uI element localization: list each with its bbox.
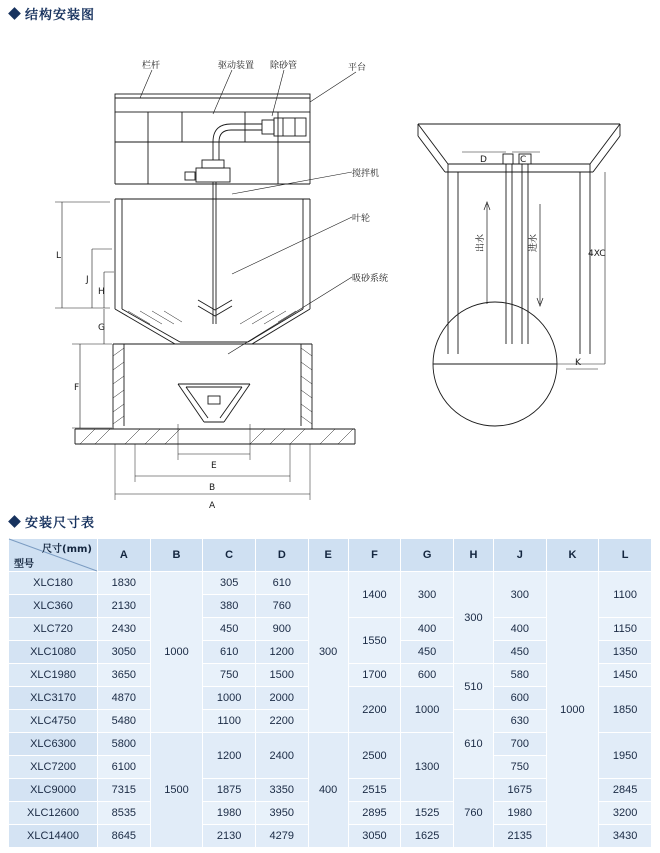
section-title-table — [10, 512, 95, 531]
cell-c: 610 — [203, 641, 256, 664]
cell-h: 300 — [453, 572, 493, 664]
table-row — [9, 572, 652, 595]
callout-railing: 栏杆 — [142, 61, 161, 71]
cell-model: XLC3170 — [9, 687, 98, 710]
cell-model: XLC4750 — [9, 710, 98, 733]
col-header-A: A — [98, 539, 151, 572]
cell-c: 2130 — [203, 825, 256, 848]
col-header-K: K — [546, 539, 599, 572]
cell-model: XLC1980 — [9, 664, 98, 687]
cell-j: 630 — [493, 710, 546, 733]
cell-model: XLC360 — [9, 595, 98, 618]
cell-j: 580 — [493, 664, 546, 687]
cell-f: 1550 — [348, 618, 401, 664]
cell-d: 760 — [255, 595, 308, 618]
cell-f: 2895 — [348, 802, 401, 825]
cell-l: 2845 — [599, 779, 652, 802]
cell-g: 300 — [401, 572, 454, 618]
dim-label-K: K — [575, 358, 581, 368]
cell-g: 1525 — [401, 802, 454, 825]
cell-c: 1100 — [203, 710, 256, 733]
cell-l: 1850 — [599, 687, 652, 733]
col-header-F: F — [348, 539, 401, 572]
diamond-bullet-icon-2 — [8, 515, 21, 528]
cell-f: 1400 — [348, 572, 401, 618]
table-corner-cell — [9, 539, 98, 572]
cell-b: 1000 — [150, 572, 203, 733]
cell-j: 1675 — [493, 779, 546, 802]
cell-g: 1625 — [401, 825, 454, 848]
cell-j: 600 — [493, 687, 546, 710]
dim-label-B: B — [209, 483, 216, 493]
cell-d: 1200 — [255, 641, 308, 664]
cell-a: 2130 — [98, 595, 151, 618]
col-header-L: L — [599, 539, 652, 572]
cell-f: 3050 — [348, 825, 401, 848]
cell-l: 1350 — [599, 641, 652, 664]
cell-c: 1000 — [203, 687, 256, 710]
cell-j: 700 — [493, 733, 546, 756]
callout-platform: 平台 — [348, 63, 367, 73]
col-header-B: B — [150, 539, 203, 572]
dim-label-D: D — [480, 155, 487, 165]
cell-g: 1300 — [401, 733, 454, 802]
col-header-E: E — [308, 539, 348, 572]
cell-c: 750 — [203, 664, 256, 687]
cell-l: 3430 — [599, 825, 652, 848]
cell-model: XLC12600 — [9, 802, 98, 825]
cell-f: 2500 — [348, 733, 401, 779]
section-title-table-label: 安装尺寸表 — [25, 516, 96, 531]
structure-drawing — [0, 24, 660, 511]
col-header-D: D — [255, 539, 308, 572]
dim-label-4xc: 4XC — [588, 249, 606, 259]
cell-model: XLC1080 — [9, 641, 98, 664]
cell-j: 2135 — [493, 825, 546, 848]
dim-label-E: E — [211, 461, 217, 471]
dim-label-A: A — [209, 501, 216, 511]
callout-sand-removal-pipe: 除砂管 — [270, 61, 298, 71]
col-header-G: G — [401, 539, 454, 572]
cell-c: 1875 — [203, 779, 256, 802]
cell-e: 300 — [308, 572, 348, 733]
cell-c: 450 — [203, 618, 256, 641]
cell-h: 760 — [453, 779, 493, 848]
col-header-J: J — [493, 539, 546, 572]
cell-a: 8645 — [98, 825, 151, 848]
callout-sand-suction-system: 吸砂系统 — [352, 274, 389, 284]
cell-model: XLC9000 — [9, 779, 98, 802]
cell-d: 2400 — [255, 733, 308, 779]
corner-label-model: 型号 — [14, 559, 34, 570]
cell-l: 1950 — [599, 733, 652, 779]
cell-model: XLC7200 — [9, 756, 98, 779]
cell-j: 450 — [493, 641, 546, 664]
cell-a: 3650 — [98, 664, 151, 687]
cell-g: 400 — [401, 618, 454, 641]
cell-g: 1000 — [401, 687, 454, 733]
cell-a: 2430 — [98, 618, 151, 641]
cell-l: 1450 — [599, 664, 652, 687]
cell-model: XLC6300 — [9, 733, 98, 756]
cell-b: 1500 — [150, 733, 203, 848]
cell-model: XLC180 — [9, 572, 98, 595]
cell-l: 1100 — [599, 572, 652, 618]
callout-drive-unit: 驱动装置 — [218, 61, 255, 71]
cell-c: 1980 — [203, 802, 256, 825]
cell-e: 400 — [308, 733, 348, 848]
cell-f: 1700 — [348, 664, 401, 687]
dim-label-C: C — [520, 155, 527, 165]
flow-label-outlet: 出水 — [476, 233, 486, 252]
cell-d: 2200 — [255, 710, 308, 733]
cell-d: 3950 — [255, 802, 308, 825]
col-header-H: H — [453, 539, 493, 572]
corner-label-size: 尺寸(mm) — [42, 544, 92, 555]
cell-d: 4279 — [255, 825, 308, 848]
cell-model: XLC14400 — [9, 825, 98, 848]
table-body — [9, 572, 652, 848]
cell-j: 750 — [493, 756, 546, 779]
cell-a: 1830 — [98, 572, 151, 595]
cell-d: 3350 — [255, 779, 308, 802]
cell-f: 2515 — [348, 779, 401, 802]
table-header-row — [9, 539, 652, 572]
dim-label-F: F — [74, 383, 80, 393]
cell-c: 1200 — [203, 733, 256, 779]
cell-a: 3050 — [98, 641, 151, 664]
cell-d: 900 — [255, 618, 308, 641]
cell-a: 5800 — [98, 733, 151, 756]
cell-l: 1150 — [599, 618, 652, 641]
cell-a: 7315 — [98, 779, 151, 802]
cell-c: 380 — [203, 595, 256, 618]
section-title-structure — [10, 4, 95, 23]
cell-j: 400 — [493, 618, 546, 641]
dim-label-J: J — [86, 275, 89, 285]
cell-j: 300 — [493, 572, 546, 618]
dim-label-H: H — [98, 287, 105, 297]
cell-a: 4870 — [98, 687, 151, 710]
cell-d: 1500 — [255, 664, 308, 687]
dimension-table — [8, 538, 652, 848]
cell-d: 2000 — [255, 687, 308, 710]
cell-model: XLC720 — [9, 618, 98, 641]
callout-mixer: 搅拌机 — [352, 169, 380, 179]
cell-g: 600 — [401, 664, 454, 687]
diamond-bullet-icon — [8, 7, 21, 20]
cell-k: 1000 — [546, 572, 599, 848]
cell-l: 3200 — [599, 802, 652, 825]
dim-label-G: G — [98, 323, 105, 333]
dim-label-L: L — [56, 251, 62, 261]
cell-f: 2200 — [348, 687, 401, 733]
cell-c: 305 — [203, 572, 256, 595]
flow-label-inlet: 进水 — [529, 233, 539, 252]
cell-h: 610 — [453, 710, 493, 779]
cell-a: 8535 — [98, 802, 151, 825]
col-header-C: C — [203, 539, 256, 572]
callout-impeller: 叶轮 — [352, 214, 371, 224]
section-title-structure-label: 结构安装图 — [25, 8, 96, 23]
cell-a: 5480 — [98, 710, 151, 733]
cell-j: 1980 — [493, 802, 546, 825]
cell-g: 450 — [401, 641, 454, 664]
cell-h: 510 — [453, 664, 493, 710]
cell-a: 6100 — [98, 756, 151, 779]
cell-d: 610 — [255, 572, 308, 595]
